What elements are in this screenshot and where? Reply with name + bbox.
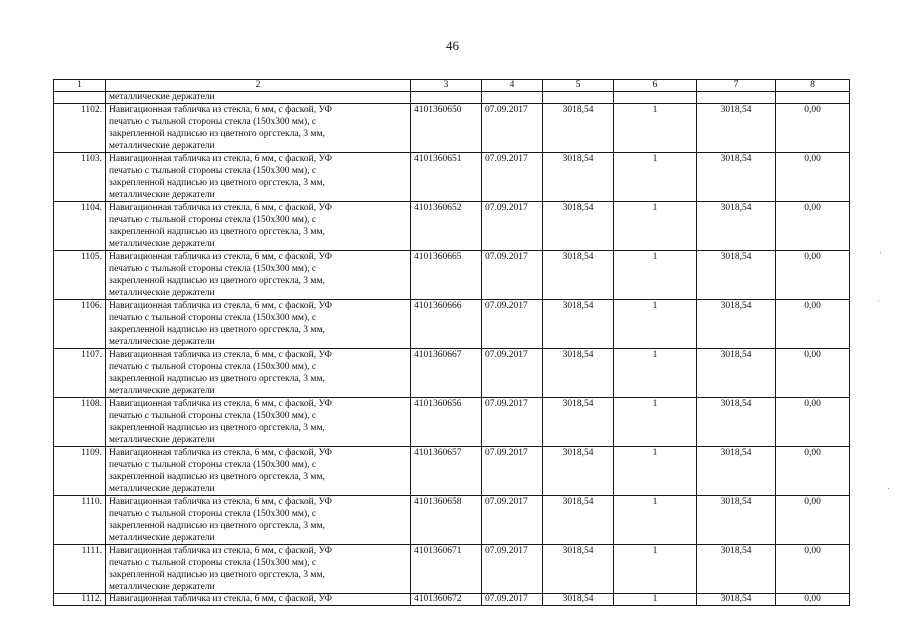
quantity: 1: [614, 251, 697, 300]
book-value: 3018,54: [543, 349, 614, 398]
residual-value: 0,00: [776, 545, 850, 594]
residual-value: 0,00: [776, 398, 850, 447]
inventory-code: 4101360650: [411, 104, 482, 153]
item-name-line: печатью с тыльной стороны стекла (150х300 мм), с: [109, 313, 317, 323]
column-header-4: 4: [482, 80, 543, 92]
cell-name: металлические держатели: [106, 92, 411, 104]
column-header-6: 6: [614, 80, 697, 92]
residual-value: 0,00: [776, 496, 850, 545]
item-name-line: печатью с тыльной стороны стекла (150х300 мм), с: [109, 264, 317, 274]
column-header-1: 1: [54, 80, 106, 92]
item-name-line: печатью с тыльной стороны стекла (150х300 мм), с: [109, 215, 317, 225]
item-name-line: закрепленной надписью из цветного оргстекла, 3 мм,: [109, 570, 325, 580]
item-name-line: Навигационная табличка из стекла, 6 мм, с фаской, УФ: [109, 448, 332, 458]
table-row: [54, 104, 850, 153]
row-number: 1104.: [54, 202, 106, 251]
item-name-line: металлические держатели: [109, 386, 215, 396]
item-name: [106, 349, 411, 398]
item-name-line: Навигационная табличка из стекла, 6 мм, с фаской, УФ: [109, 546, 332, 556]
row-number: 1112.: [54, 594, 106, 606]
item-name-line: Навигационная табличка из стекла, 6 мм, с фаской, УФ: [109, 252, 332, 262]
scan-speck: [880, 252, 881, 253]
quantity: 1: [614, 349, 697, 398]
acquisition-date: 07.09.2017: [482, 496, 543, 545]
item-name-line: закрепленной надписью из цветного оргстекла, 3 мм,: [109, 276, 325, 286]
residual-value: 0,00: [776, 349, 850, 398]
item-name-line: металлические держатели: [109, 288, 215, 298]
inventory-code: 4101360651: [411, 153, 482, 202]
item-name-line: печатью с тыльной стороны стекла (150х300 мм), с: [109, 117, 317, 127]
item-name-line: печатью с тыльной стороны стекла (150х300 мм), с: [109, 166, 317, 176]
cell-date: [482, 92, 543, 104]
item-name: [106, 545, 411, 594]
total-value: 3018,54: [697, 251, 776, 300]
inventory-code: 4101360656: [411, 398, 482, 447]
book-value: 3018,54: [543, 496, 614, 545]
column-header-8: 8: [776, 80, 850, 92]
row-number: 1111.: [54, 545, 106, 594]
total-value: 3018,54: [697, 202, 776, 251]
book-value: 3018,54: [543, 251, 614, 300]
inventory-code: 4101360672: [411, 594, 482, 606]
residual-value: 0,00: [776, 202, 850, 251]
table-body: [54, 92, 850, 606]
item-name-line: Навигационная табличка из стекла, 6 мм, с фаской, УФ: [109, 594, 332, 604]
quantity: 1: [614, 447, 697, 496]
item-name: [106, 447, 411, 496]
table-row: [54, 349, 850, 398]
item-name-line: металлические держатели: [109, 435, 215, 445]
item-name-line: печатью с тыльной стороны стекла (150х300 мм), с: [109, 558, 317, 568]
item-name-line: печатью с тыльной стороны стекла (150х300 мм), с: [109, 411, 317, 421]
continuation-row: [54, 92, 850, 104]
book-value: 3018,54: [543, 104, 614, 153]
cell-sum2: [697, 92, 776, 104]
row-number: 1106.: [54, 300, 106, 349]
table-row: [54, 202, 850, 251]
cell-code: [411, 92, 482, 104]
item-name-line: Навигационная табличка из стекла, 6 мм, с фаской, УФ: [109, 301, 332, 311]
table-row: [54, 496, 850, 545]
quantity: 1: [614, 594, 697, 606]
table-row: [54, 300, 850, 349]
total-value: 3018,54: [697, 496, 776, 545]
item-name-line: печатью с тыльной стороны стекла (150х300 мм), с: [109, 509, 317, 519]
column-header-7: 7: [697, 80, 776, 92]
acquisition-date: 07.09.2017: [482, 545, 543, 594]
quantity: 1: [614, 496, 697, 545]
column-header-2: 2: [106, 80, 411, 92]
cell-sum: [543, 92, 614, 104]
acquisition-date: 07.09.2017: [482, 251, 543, 300]
acquisition-date: 07.09.2017: [482, 447, 543, 496]
table-row: [54, 153, 850, 202]
acquisition-date: 07.09.2017: [482, 300, 543, 349]
total-value: 3018,54: [697, 594, 776, 606]
column-header-3: 3: [411, 80, 482, 92]
quantity: 1: [614, 153, 697, 202]
item-name-line: закрепленной надписью из цветного оргстекла, 3 мм,: [109, 325, 325, 335]
item-name-line: закрепленной надписью из цветного оргстекла, 3 мм,: [109, 374, 325, 384]
cell-qty: [614, 92, 697, 104]
quantity: 1: [614, 545, 697, 594]
scan-speck: [878, 300, 879, 301]
row-number: 1109.: [54, 447, 106, 496]
item-name-line: металлические держатели: [109, 337, 215, 347]
acquisition-date: 07.09.2017: [482, 202, 543, 251]
inventory-code: 4101360652: [411, 202, 482, 251]
item-name: [106, 398, 411, 447]
book-value: 3018,54: [543, 300, 614, 349]
cell-num: [54, 92, 106, 104]
book-value: 3018,54: [543, 545, 614, 594]
item-name: [106, 153, 411, 202]
page-number: 46: [446, 38, 459, 53]
item-name: [106, 300, 411, 349]
inventory-code: 4101360667: [411, 349, 482, 398]
item-name: [106, 251, 411, 300]
residual-value: 0,00: [776, 594, 850, 606]
book-value: 3018,54: [543, 594, 614, 606]
item-name-line: закрепленной надписью из цветного оргстекла, 3 мм,: [109, 521, 325, 531]
residual-value: 0,00: [776, 447, 850, 496]
inventory-code: 4101360657: [411, 447, 482, 496]
asset-register-table: [53, 79, 850, 606]
book-value: 3018,54: [543, 398, 614, 447]
item-name-line: закрепленной надписью из цветного оргстекла, 3 мм,: [109, 129, 325, 139]
total-value: 3018,54: [697, 398, 776, 447]
acquisition-date: 07.09.2017: [482, 594, 543, 606]
item-name-line: металлические держатели: [109, 190, 215, 200]
total-value: 3018,54: [697, 104, 776, 153]
quantity: 1: [614, 398, 697, 447]
book-value: 3018,54: [543, 202, 614, 251]
row-number: 1105.: [54, 251, 106, 300]
residual-value: 0,00: [776, 153, 850, 202]
item-name-line: металлические держатели: [109, 533, 215, 543]
item-name-line: закрепленной надписью из цветного оргстекла, 3 мм,: [109, 472, 325, 482]
book-value: 3018,54: [543, 447, 614, 496]
total-value: 3018,54: [697, 153, 776, 202]
item-name-line: Навигационная табличка из стекла, 6 мм, с фаской, УФ: [109, 497, 332, 507]
row-number: 1102.: [54, 104, 106, 153]
row-number: 1107.: [54, 349, 106, 398]
inventory-code: 4101360671: [411, 545, 482, 594]
item-name-line: печатью с тыльной стороны стекла (150х300 мм), с: [109, 362, 317, 372]
scan-speck: [888, 488, 889, 489]
quantity: 1: [614, 300, 697, 349]
column-number-row: [54, 80, 850, 92]
table-row: [54, 447, 850, 496]
item-name-line: закрепленной надписью из цветного оргстекла, 3 мм,: [109, 227, 325, 237]
item-name-line: Навигационная табличка из стекла, 6 мм, с фаской, УФ: [109, 399, 332, 409]
total-value: 3018,54: [697, 349, 776, 398]
row-number: 1108.: [54, 398, 106, 447]
item-name: [106, 104, 411, 153]
item-name-line: металлические держатели: [109, 582, 215, 592]
item-name-line: Навигационная табличка из стекла, 6 мм, с фаской, УФ: [109, 350, 332, 360]
acquisition-date: 07.09.2017: [482, 104, 543, 153]
item-name-line: печатью с тыльной стороны стекла (150х300 мм), с: [109, 460, 317, 470]
item-name: [106, 202, 411, 251]
acquisition-date: 07.09.2017: [482, 349, 543, 398]
item-name: [106, 594, 411, 606]
total-value: 3018,54: [697, 447, 776, 496]
item-name: [106, 496, 411, 545]
item-name-line: Навигационная табличка из стекла, 6 мм, с фаской, УФ: [109, 154, 332, 164]
row-number: 1110.: [54, 496, 106, 545]
residual-value: 0,00: [776, 300, 850, 349]
acquisition-date: 07.09.2017: [482, 398, 543, 447]
inventory-code: 4101360658: [411, 496, 482, 545]
table-row: [54, 251, 850, 300]
quantity: 1: [614, 202, 697, 251]
residual-value: 0,00: [776, 251, 850, 300]
item-name-line: металлические держатели: [109, 484, 215, 494]
item-name-line: металлические держатели: [109, 239, 215, 249]
book-value: 3018,54: [543, 153, 614, 202]
residual-value: 0,00: [776, 104, 850, 153]
inventory-code: 4101360665: [411, 251, 482, 300]
item-name-line: закрепленной надписью из цветного оргстекла, 3 мм,: [109, 178, 325, 188]
item-name-line: Навигационная табличка из стекла, 6 мм, с фаской, УФ: [109, 105, 332, 115]
total-value: 3018,54: [697, 545, 776, 594]
item-name-line: Навигационная табличка из стекла, 6 мм, с фаской, УФ: [109, 203, 332, 213]
row-number: 1103.: [54, 153, 106, 202]
table-row: [54, 545, 850, 594]
item-name-line: закрепленной надписью из цветного оргстекла, 3 мм,: [109, 423, 325, 433]
column-header-5: 5: [543, 80, 614, 92]
table-row: [54, 594, 850, 606]
inventory-code: 4101360666: [411, 300, 482, 349]
acquisition-date: 07.09.2017: [482, 153, 543, 202]
quantity: 1: [614, 104, 697, 153]
table-row: [54, 398, 850, 447]
cell-rest: [776, 92, 850, 104]
total-value: 3018,54: [697, 300, 776, 349]
item-name-line: металлические держатели: [109, 141, 215, 151]
